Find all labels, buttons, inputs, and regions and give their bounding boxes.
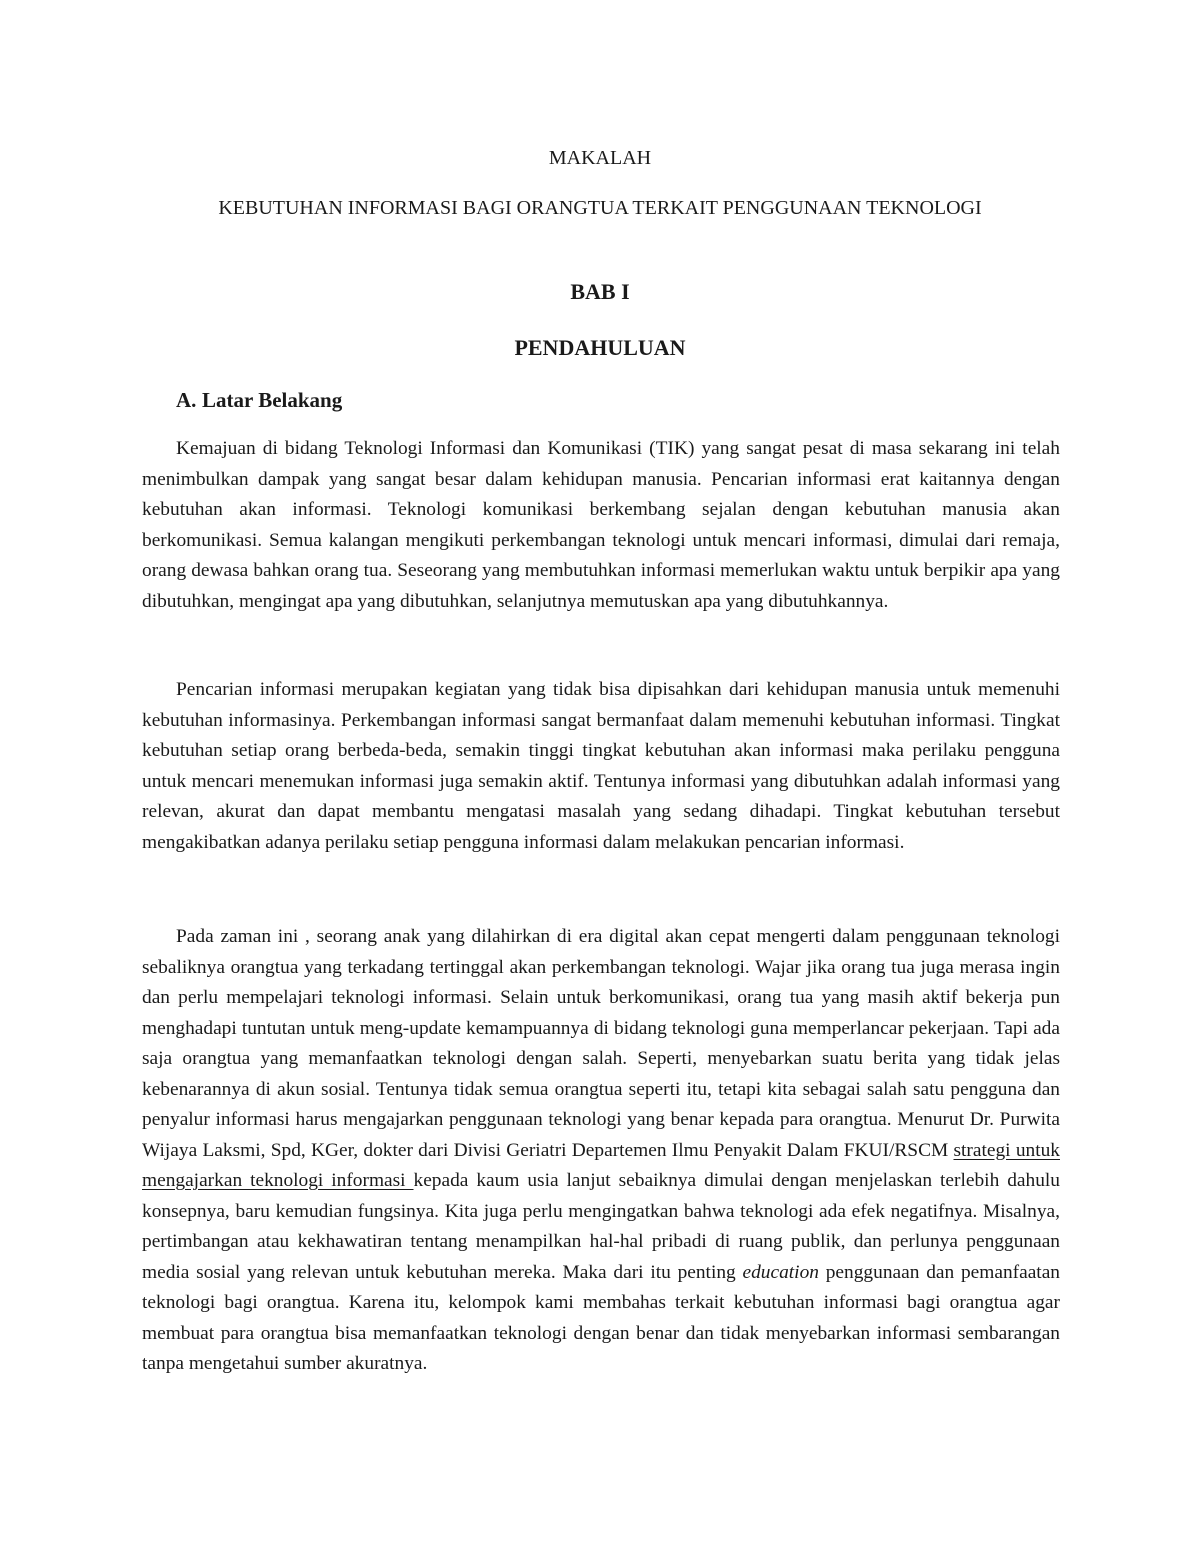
paragraph-1: Kemajuan di bidang Teknologi Informasi dan Komunikasi (TIK) yang sangat pesat di masa sekarang ini telah menimbulkan dampak yang sangat besar dalam kehidupan manusia. Pencarian informasi erat kaitannya dengan kebutuhan akan informasi. Teknologi komunikasi berkembang sejalan dengan kebutuhan manusia akan berkomunikasi. Semua kalangan mengikuti perkembangan teknologi untuk mencari informasi, dimulai dari remaja, orang dewasa bahkan orang tua. Seseorang yang membutuhkan informasi memerlukan waktu untuk berpikir apa yang dibutuhkan, mengingat apa yang dibutuhkan, selanjutnya memutuskan apa yang dibutuhkannya. — [142, 438, 1060, 612]
section-title: Latar Belakang — [202, 388, 343, 412]
chapter-name: PENDAHULUAN — [514, 335, 686, 360]
paragraph-2: Pencarian informasi merupakan kegiatan yang tidak bisa dipisahkan dari kehidupan manusia untuk memenuhi kebutuhan informasinya. Perkembangan informasi sangat bermanfaat dalam memenuhi kebutuhan informasi. Tingkat kebutuhan setiap orang berbeda-beda, semakin tinggi tingkat kebutuhan akan informasi maka perilaku pengguna untuk mencari menemukan informasi juga semakin aktif. Tentunya informasi yang dibutuhkan adalah informasi yang relevan, akurat dan dapat membantu mengatasi masalah yang sedang dihadapi. Tingkat kebutuhan tersebut mengakibatkan adanya perilaku setiap pengguna informasi dalam melakukan pencarian informasi. — [142, 679, 1060, 853]
paragraph-3-text-a: Pada zaman ini , seorang anak yang dilahirkan di era digital akan cepat mengerti dalam penggunaan teknologi sebaliknya orangtua yang terkadang tertinggal akan perkembangan teknologi. Wajar jika orang tua juga merasa ingin dan perlu mempelajari teknologi informasi. Selain untuk berkomunikasi, orang tua yang masih aktif bekerja pun menghadapi tuntutan untuk meng-update kemampuannya di bidang teknologi guna memperlancar pekerjaan. Tapi ada saja orangtua yang memanfaatkan teknologi dengan salah. Seperti, menyebarkan suatu berita yang tidak jelas kebenarannya di akun sosial. Tentunya tidak semua orangtua seperti itu, tetapi kita sebagai salah satu pengguna dan penyalur informasi harus mengajarkan penggunaan teknologi yang benar kepada para orangtua. Menurut Dr. Purwita Wijaya Laksmi, Spd, KGer, dokter dari Divisi Geriatri Departemen Ilmu Penyakit Dalam FKUI/RSCM — [142, 926, 1060, 1161]
document-subtitle: KEBUTUHAN INFORMASI BAGI ORANGTUA TERKAIT PENGGUNAAN TEKNOLOGI — [218, 197, 982, 219]
paragraph-3-text-c: penggunaan dan pemanfaatan teknologi bagi orangtua. Karena itu, kelompok kami membahas terkait kebutuhan informasi bagi orangtua agar membuat para orangtua bisa memanfaatkan teknologi dengan benar dan tidak menyebarkan informasi sembarangan tanpa mengetahui sumber akuratnya. — [142, 1261, 1060, 1374]
section-letter: A. — [176, 388, 197, 412]
document-title: MAKALAH — [548, 147, 652, 169]
strategy-link[interactable]: strategi untuk mengajarkan teknologi informasi — [142, 1139, 1060, 1191]
section-heading — [176, 385, 342, 415]
education-emphasis: education — [742, 1261, 819, 1283]
paragraph-3 — [142, 922, 1060, 1380]
paragraph-3-text-b: kepada kaum usia lanjut sebaiknya dimulai dengan menjelaskan terlebih dahulu konsepnya, baru kemudian fungsinya. Kita juga perlu mengingatkan bahwa teknologi ada efek negatifnya. Misalnya, pertimbangan atau kekhawatiran tentang menampilkan hal-hal pribadi di ruang publik, dan perlunya penggunaan media sosial yang relevan untuk kebutuhan mereka. Maka dari itu penting — [142, 1170, 1060, 1283]
chapter-heading: BAB I — [570, 279, 630, 304]
